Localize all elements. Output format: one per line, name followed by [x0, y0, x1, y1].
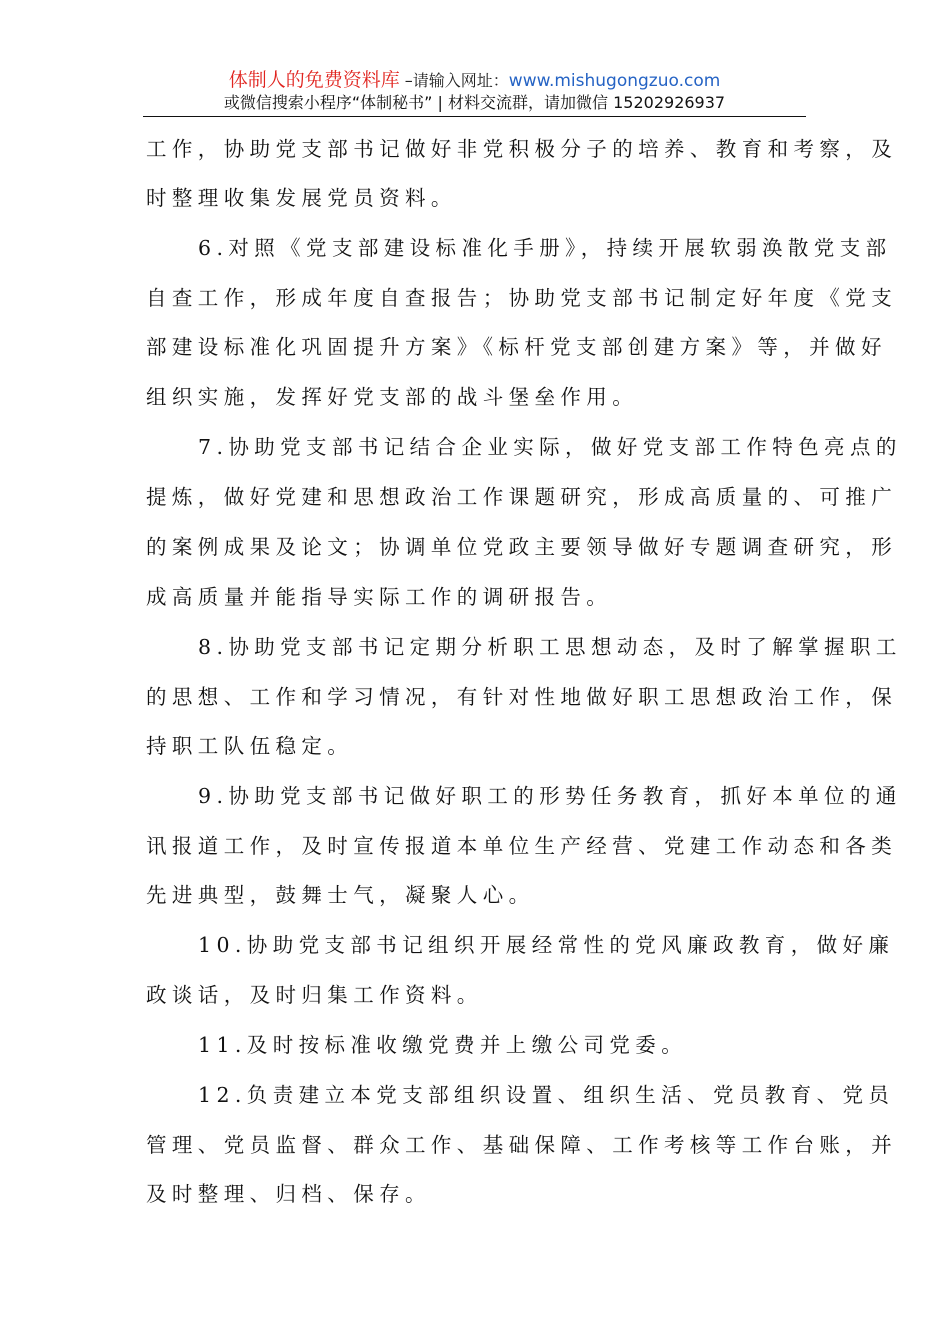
paragraph-line: 成高质量并能指导实际工作的调研报告。: [146, 585, 613, 609]
paragraph-line: 讯报道工作，及时宣传报道本单位生产经营、党建工作动态和各类: [146, 834, 898, 858]
paragraph-first-line: 9.协助党支部书记做好职工的形势任务教育，抓好本单位的通: [198, 784, 902, 808]
paragraph-line: 时整理收集发展党员资料。: [146, 186, 457, 210]
paragraph-line: 及时整理、归档、保存。: [146, 1182, 431, 1206]
paragraph-line: 提炼，做好党建和思想政治工作课题研究，形成高质量的、可推广: [146, 485, 898, 509]
header-divider: [143, 116, 806, 117]
paragraph-line: 管理、党员监督、群众工作、基础保障、工作考核等工作台账，并: [146, 1133, 898, 1157]
paragraph-first-line: 10.协助党支部书记组织开展经常性的党风廉政教育，做好廉: [198, 933, 895, 957]
paragraph-line: 自查工作，形成年度自查报告；协助党支部书记制定好年度《党支: [146, 286, 898, 310]
brand-name: 体制人的免费资料库: [228, 69, 400, 91]
header-line-1: [143, 68, 806, 92]
paragraph-line: 工作，协助党支部书记做好非党积极分子的培养、教育和考察，及: [146, 137, 898, 161]
paragraph-line: 组织实施，发挥好党支部的战斗堡垒作用。: [146, 385, 639, 409]
paragraph-first-line: 8.协助党支部书记定期分析职工思想动态，及时了解掌握职工: [198, 635, 902, 659]
paragraph-line: 政谈话，及时归集工作资料。: [146, 983, 483, 1007]
paragraph-first-line: 12.负责建立本党支部组织设置、组织生活、党员教育、党员: [198, 1083, 895, 1107]
paragraph-first-line: 6.对照《党支部建设标准化手册》，持续开展软弱涣散党支部: [198, 236, 892, 260]
paragraph-first-line: 7.协助党支部书记结合企业实际，做好党支部工作特色亮点的: [198, 435, 902, 459]
paragraph-line: 持职工队伍稳定。: [146, 734, 354, 758]
paragraph-line: 先进典型，鼓舞士气，凝聚人心。: [146, 883, 535, 907]
paragraph-line: 的思想、工作和学习情况，有针对性地做好职工思想政治工作，保: [146, 685, 898, 709]
url-prompt: –请输入网址：: [399, 71, 509, 90]
paragraph-first-line: 11.及时按标准收缴党费并上缴公司党委。: [198, 1033, 688, 1057]
header-line-2: 或微信搜索小程序“体制秘书” | 材料交流群，请加微信 15202926937: [223, 93, 726, 112]
website-link[interactable]: www.mishugongzuo.com: [508, 71, 721, 91]
paragraph-line: 的案例成果及论文；协调单位党政主要领导做好专题调查研究，形: [146, 535, 898, 559]
page-header-banner: [143, 68, 806, 114]
paragraph-line: 部建设标准化巩固提升方案》《标杆党支部创建方案》等，并做好: [146, 335, 887, 359]
